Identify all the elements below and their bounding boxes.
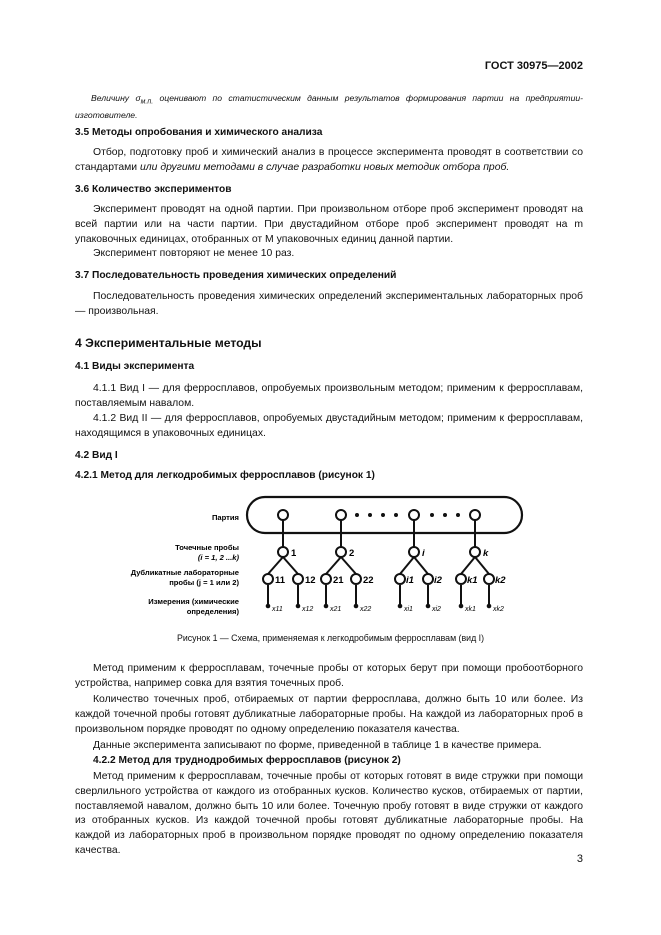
figure-1-caption: Рисунок 1 — Схема, применяемая к легкодробимым ферросплавам (вид I)	[176, 633, 485, 643]
point-label-i: i	[422, 548, 425, 559]
dup-label-12: 12	[305, 575, 316, 586]
point-sample-circles	[278, 547, 480, 557]
dup-label-i1: i1	[406, 575, 414, 586]
body-paragraph-1: Метод применим к ферросплавам, точечные пробы от которых берут при помощи пробоотборного устройства, например совка для взятия точечных проб.	[75, 663, 583, 689]
section-4-2-1-title: 4.2.1 Метод для легкодробимых ферросплавов (рисунок 1)	[75, 470, 375, 481]
body-paragraph-4: Метод применим к ферросплавам, точечные пробы от которых готовят в виде стружки при помощи сверлильного устройства от каждого из отобранных кусков. Количество кусков, отбираемых от партии, поставляемой навалом, должно быть 10 или более. Точечную пробу готовят в виде стружки от каждого из отобранных кусков. Из каждой точечной пробы готовят дубликатные лабораторные пробы. На каждой из лабораторных проб в произвольном порядке проводят по одному определению показателя качества.	[75, 771, 583, 856]
section-3-6-paragraph-2: Эксперимент повторяют не менее 10 раз.	[93, 248, 295, 259]
section-3-6-title: 3.6 Количество экспериментов	[75, 184, 232, 195]
measurement-points	[266, 604, 492, 609]
document-id: ГОСТ 30975—2002	[484, 60, 583, 72]
meas-label-xi1: xi1	[404, 606, 413, 613]
meas-label-x22: x22	[360, 606, 372, 613]
s35-text-b: или другими методами в случае разработки новых методик отбора проб.	[140, 161, 510, 173]
section-4-2-2-title: 4.2.2 Метод для труднодробимых ферросплавов (рисунок 2)	[93, 755, 401, 766]
section-3-6-paragraph-1: Эксперимент проводят на одной партии. При произвольном отборе проб эксперимент проводят на всей партии или на части партии. При двустадийном отборе проб эксперимент проводят на m упаковочных единицах, отобранных от M упаковочных единиц данной партии.	[75, 204, 583, 245]
body-paragraph-3: Данные эксперимента записывают по форме, приведенной в таблице 1 в качестве примера.	[93, 740, 542, 751]
dup-label-21: 21	[333, 575, 344, 586]
label-dup-line2: пробы (j = 1 или 2)	[169, 578, 239, 587]
point-label-2: 2	[349, 548, 355, 559]
label-meas-line1: Измерения (химические	[148, 597, 239, 606]
page-number: 3	[576, 853, 583, 865]
label-meas-line2: определения)	[186, 607, 239, 616]
dup-label-22: 22	[363, 575, 374, 586]
duplicate-sample-labels	[275, 575, 506, 586]
label-batch: Партия	[211, 513, 239, 522]
meas-label-xk1: xk1	[465, 606, 476, 613]
ellipsis-dots	[355, 513, 460, 517]
section-4-1-title: 4.1 Виды эксперимента	[75, 361, 195, 372]
batch-circle-k	[470, 510, 480, 520]
section-3-5-title: 3.5 Методы опробования и химического анализа	[75, 127, 323, 138]
dup-label-k2: k2	[495, 575, 506, 586]
meas-label-x21: x21	[330, 606, 342, 613]
dup-label-11: 11	[275, 575, 286, 586]
meas-label-x12: x12	[302, 606, 314, 613]
figure-1-diagram	[0, 490, 661, 630]
paragraph-4-1-2: 4.1.2 Вид II — для ферросплавов, опробуемых двустадийным методом; применим к ферросплавам, находящимся в упаковочных единицах.	[75, 413, 583, 439]
intro-text-a: Величину σ	[91, 93, 141, 103]
batch-circle-1	[278, 510, 288, 520]
intro-paragraph	[75, 92, 583, 121]
point-label-k: k	[483, 548, 489, 559]
intro-subscript: м.п.	[140, 98, 154, 106]
section-3-7-paragraph: Последовательность проведения химических определений экспериментальных лабораторных проб — произвольная.	[75, 291, 583, 317]
meas-label-xk2: xk2	[493, 606, 504, 613]
s35-text-a: Отбор, подготовку проб и химический анализ в процессе эксперимента проводят в соответствии со стандартами	[75, 147, 583, 173]
meas-label-x11: x11	[272, 606, 283, 613]
body-paragraph-2: Количество точечных проб, отбираемых от партии ферросплава, должно быть 10 или более. Из каждой точечной пробы готовят дубликатные лабораторные пробы. На каждой из лабораторных проб в произвольном порядке проводят по одному определению показателя качества.	[75, 694, 583, 735]
section-4-2-title: 4.2 Вид I	[75, 450, 118, 461]
duplicate-sample-circles	[263, 574, 494, 584]
batch-circle-2	[336, 510, 346, 520]
row-labels	[131, 543, 240, 616]
intro-text-b: оценивают по статистическим данным результатов формирования партии на предприятии-изготовителе.	[75, 93, 583, 120]
dup-label-i2: i2	[434, 575, 442, 586]
dup-label-k1: k1	[467, 575, 478, 586]
batch-circle-i	[409, 510, 419, 520]
measurement-labels	[271, 606, 504, 613]
point-sample-labels	[291, 548, 489, 559]
section-4-title: 4 Экспериментальные методы	[75, 336, 262, 350]
label-point-line2: (i = 1, 2 ...k)	[197, 553, 239, 562]
paragraph-4-1-1: 4.1.1 Вид I — для ферросплавов, опробуемых произвольным методом; применим к ферросплавам, поставляемым навалом.	[75, 383, 583, 409]
label-point-line1: Точечные пробы	[175, 543, 239, 552]
section-3-5-paragraph	[75, 146, 583, 176]
point-label-1: 1	[291, 548, 297, 559]
label-dup-line1: Дубликатные лабораторные	[130, 568, 239, 577]
section-3-7-title: 3.7 Последовательность проведения химических определений	[75, 270, 397, 281]
meas-label-xi2: xi2	[432, 606, 441, 613]
